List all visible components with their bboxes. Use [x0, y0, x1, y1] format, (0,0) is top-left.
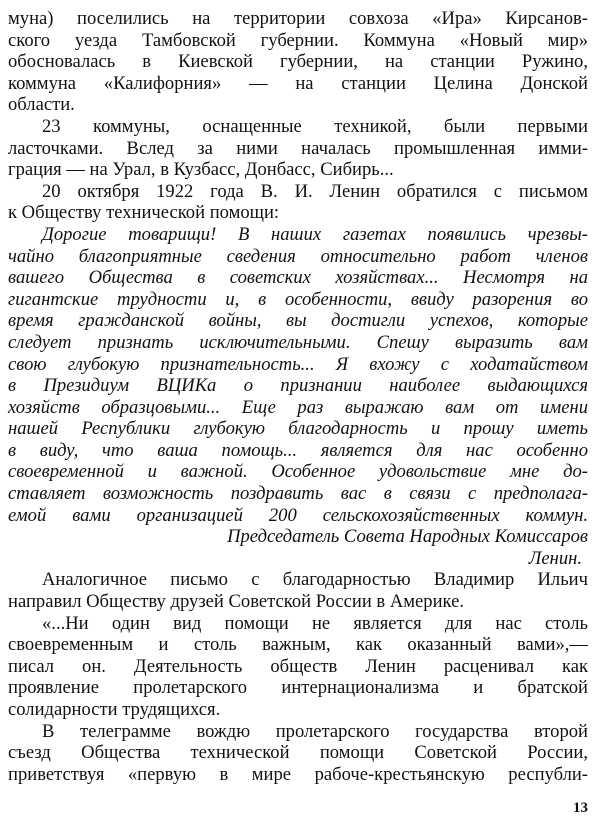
text-line: 20 октября 1922 года В. И. Ленин обратился с письмом [42, 180, 588, 202]
quote-line: в виду, что ваша помощь... является для нас особенно [8, 439, 588, 461]
paragraph-communes [8, 8, 588, 116]
text-line: проявление пролетарского интернационализма и братской [8, 677, 588, 699]
paragraph-telegram [8, 721, 588, 786]
quote-line: хозяйств образцовыми... Еще раз выражаю вам от имени [8, 396, 588, 418]
text-line: области. [8, 94, 75, 116]
paragraph-internationalism [8, 613, 588, 721]
text-line: своевременным и столь важным, как оказанный вами»,— [8, 634, 588, 656]
quote-line: емой вами организацией 200 сельскохозяйственных коммун. [8, 504, 588, 526]
text-line: съезд Общества технической помощи Советской России, [8, 742, 588, 764]
signature-name: Ленин. [528, 547, 582, 569]
quote-line: своевременной и важной. Особенное удовольствие мне до- [8, 461, 588, 483]
quote-line: чайно благоприятные сведения относительно работ членов [8, 245, 588, 267]
quote-line: ставляет возможность поздравить вас в связи с предполага- [8, 483, 588, 505]
page-number: 13 [573, 800, 588, 816]
text-line: Аналогичное письмо с благодарностью Владимир Ильич [42, 569, 588, 591]
quote-line: гигантские трудности и, в особенности, ввиду разорения во [8, 288, 588, 310]
text-line: грация — на Урал, в Кузбасс, Донбасс, Сибирь... [8, 159, 394, 181]
text-line: приветствуя «первую в мире рабоче-крестьянскую республи- [8, 763, 588, 785]
text-line: ского уезда Тамбовской губернии. Коммуна «Новый мир» [8, 29, 588, 51]
text-line: писал он. Деятельность обществ Ленин расценивал как [8, 655, 588, 677]
body-text [8, 8, 588, 785]
text-line: коммуна «Калифорния» — на станции Целина Донской [8, 72, 588, 94]
quote-line: свою глубокую признательность... Я вхожу с ходатайством [8, 353, 588, 375]
signature-title: Председатель Совета Народных Комиссаров [227, 526, 588, 548]
quote-line: в Президиум ВЦИКа о признании наиболее выдающихся [8, 375, 588, 397]
text-line: солидарности трудящихся. [8, 699, 221, 720]
lenin-letter-quote [8, 224, 588, 526]
text-line: муна) поселились на территории совхоза «Ира» Кирсанов- [8, 8, 588, 29]
quote-line: Дорогие товарищи! В наших газетах появились чрезвы- [42, 223, 588, 245]
quote-line: следует признать исключительными. Спешу выразить вам [8, 331, 588, 353]
quote-line: время гражданской войны, вы достигли успехов, которые [8, 310, 588, 332]
quote-line: нашей Республики глубокую благодарность и прошу иметь [8, 418, 588, 440]
signature-block [8, 526, 588, 569]
text-line: 23 коммуны, оснащенные техникой, были первыми [42, 115, 588, 137]
text-line: к Обществу технической помощи: [8, 202, 280, 224]
text-line: ласточками. Вслед за ними началась промышленная имми- [8, 137, 588, 159]
paragraph-similar-letter [8, 569, 588, 612]
text-line: обосновалась в Киевской губернии, на станции Ружино, [8, 51, 588, 73]
text-line: направил Обществу друзей Советской России в Америке. [8, 591, 465, 613]
quote-line: вашего Общества в советских хозяйствах... Несмотря на [8, 267, 588, 289]
paragraph-immigration [8, 116, 588, 181]
paragraph-letter-intro [8, 181, 588, 224]
text-line: В телеграмме вождю пролетарского государства второй [42, 720, 588, 742]
text-line: «...Ни один вид помощи не является для нас столь [42, 612, 588, 634]
